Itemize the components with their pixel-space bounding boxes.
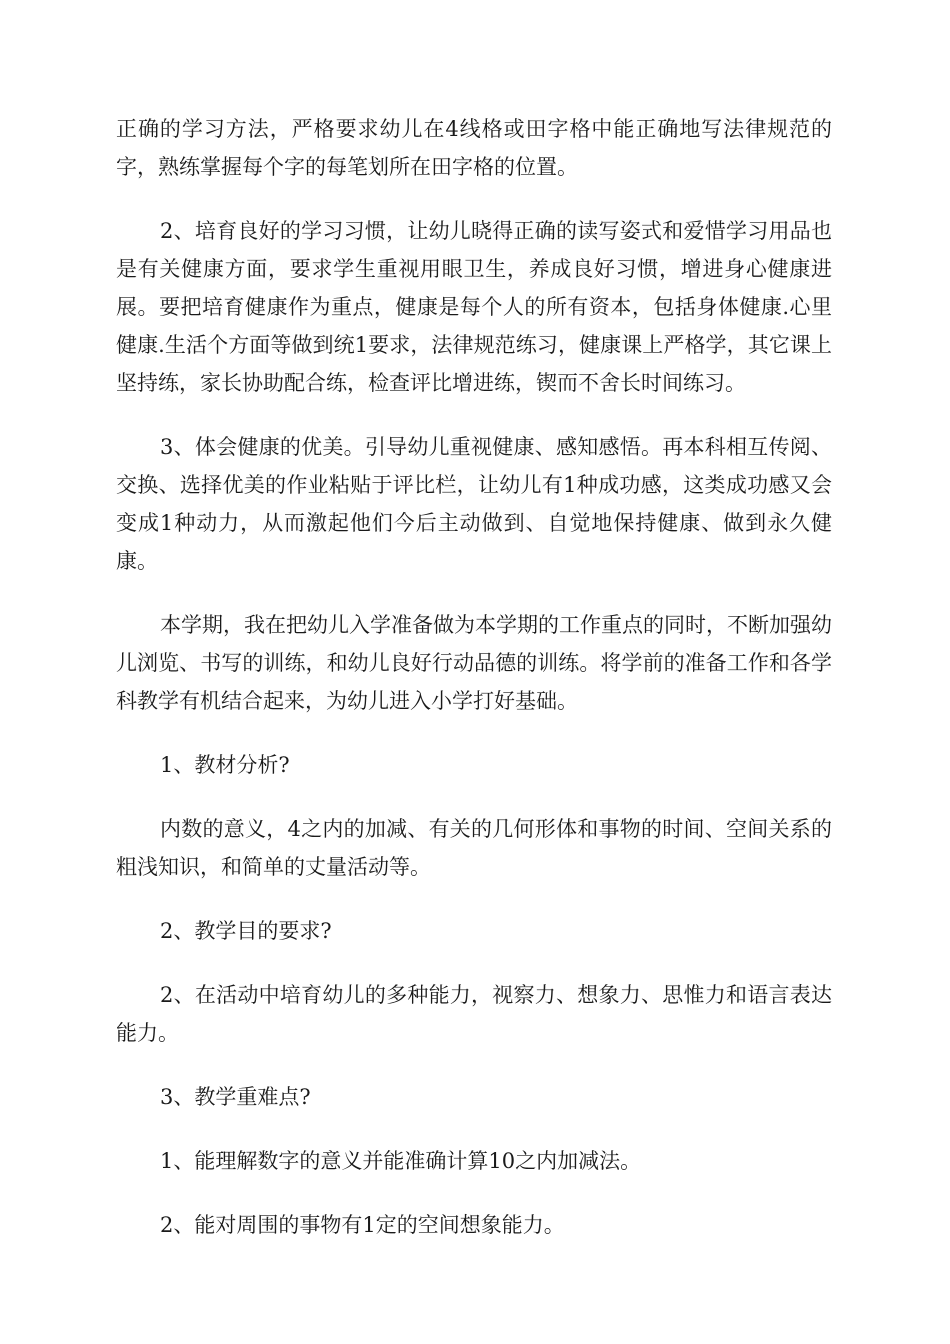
paragraph-key-point-2: 2、能对周围的事物有1定的空间想象能力。 [160,1213,565,1237]
document-body [116,110,832,1270]
paragraph-textbook-content: 内数的意义，4之内的加减、有关的几何形体和事物的时间、空间关系的粗浅知识，和简单的丈量活动等。 [116,817,832,879]
paragraph-key-point-1: 1、能理解数字的意义并能准确计算10之内加减法。 [160,1149,642,1173]
paragraph-continuation: 正确的学习方法，严格要求幼儿在4线格或田字格中能正确地写法律规范的字，熟练掌握每个字的每笔划所在田字格的位置。 [116,117,832,179]
paragraph-teaching-goals: 2、在活动中培育幼儿的多种能力，视察力、想象力、思惟力和语言表达能力。 [116,983,832,1045]
heading-key-points: 3、教学重难点? [160,1085,311,1109]
paragraph-semester: 本学期，我在把幼儿入学准备做为本学期的工作重点的同时，不断加强幼儿浏览、书写的训练，和幼儿良好行动品德的训练。将学前的准备工作和各学科教学有机结合起来，为幼儿进入小学打好基础。 [116,613,832,713]
heading-textbook-analysis: 1、教材分析? [160,753,290,777]
paragraph-beauty: 3、体会健康的优美。引导幼儿重视健康、感知感悟。再本科相互传阅、交换、选择优美的作业粘贴于评比栏，让幼儿有1种成功感，这类成功感又会变成1种动力，从而激起他们今后主动做到、自觉地保持健康、做到永久健康。 [116,435,832,573]
heading-teaching-goals: 2、教学目的要求? [160,919,332,943]
paragraph-habits: 2、培育良好的学习习惯，让幼儿晓得正确的读写姿式和爱惜学习用品也是有关健康方面，要求学生重视用眼卫生，养成良好习惯，增进身心健康进展。要把培育健康作为重点，健康是每个人的所有资本，包括身体健康.心里健康.生活个方面等做到统1要求，法律规范练习，健康课上严格学，其它课上坚持练，家长协助配合练，检查评比增进练，锲而不舍长时间练习。 [116,219,832,395]
